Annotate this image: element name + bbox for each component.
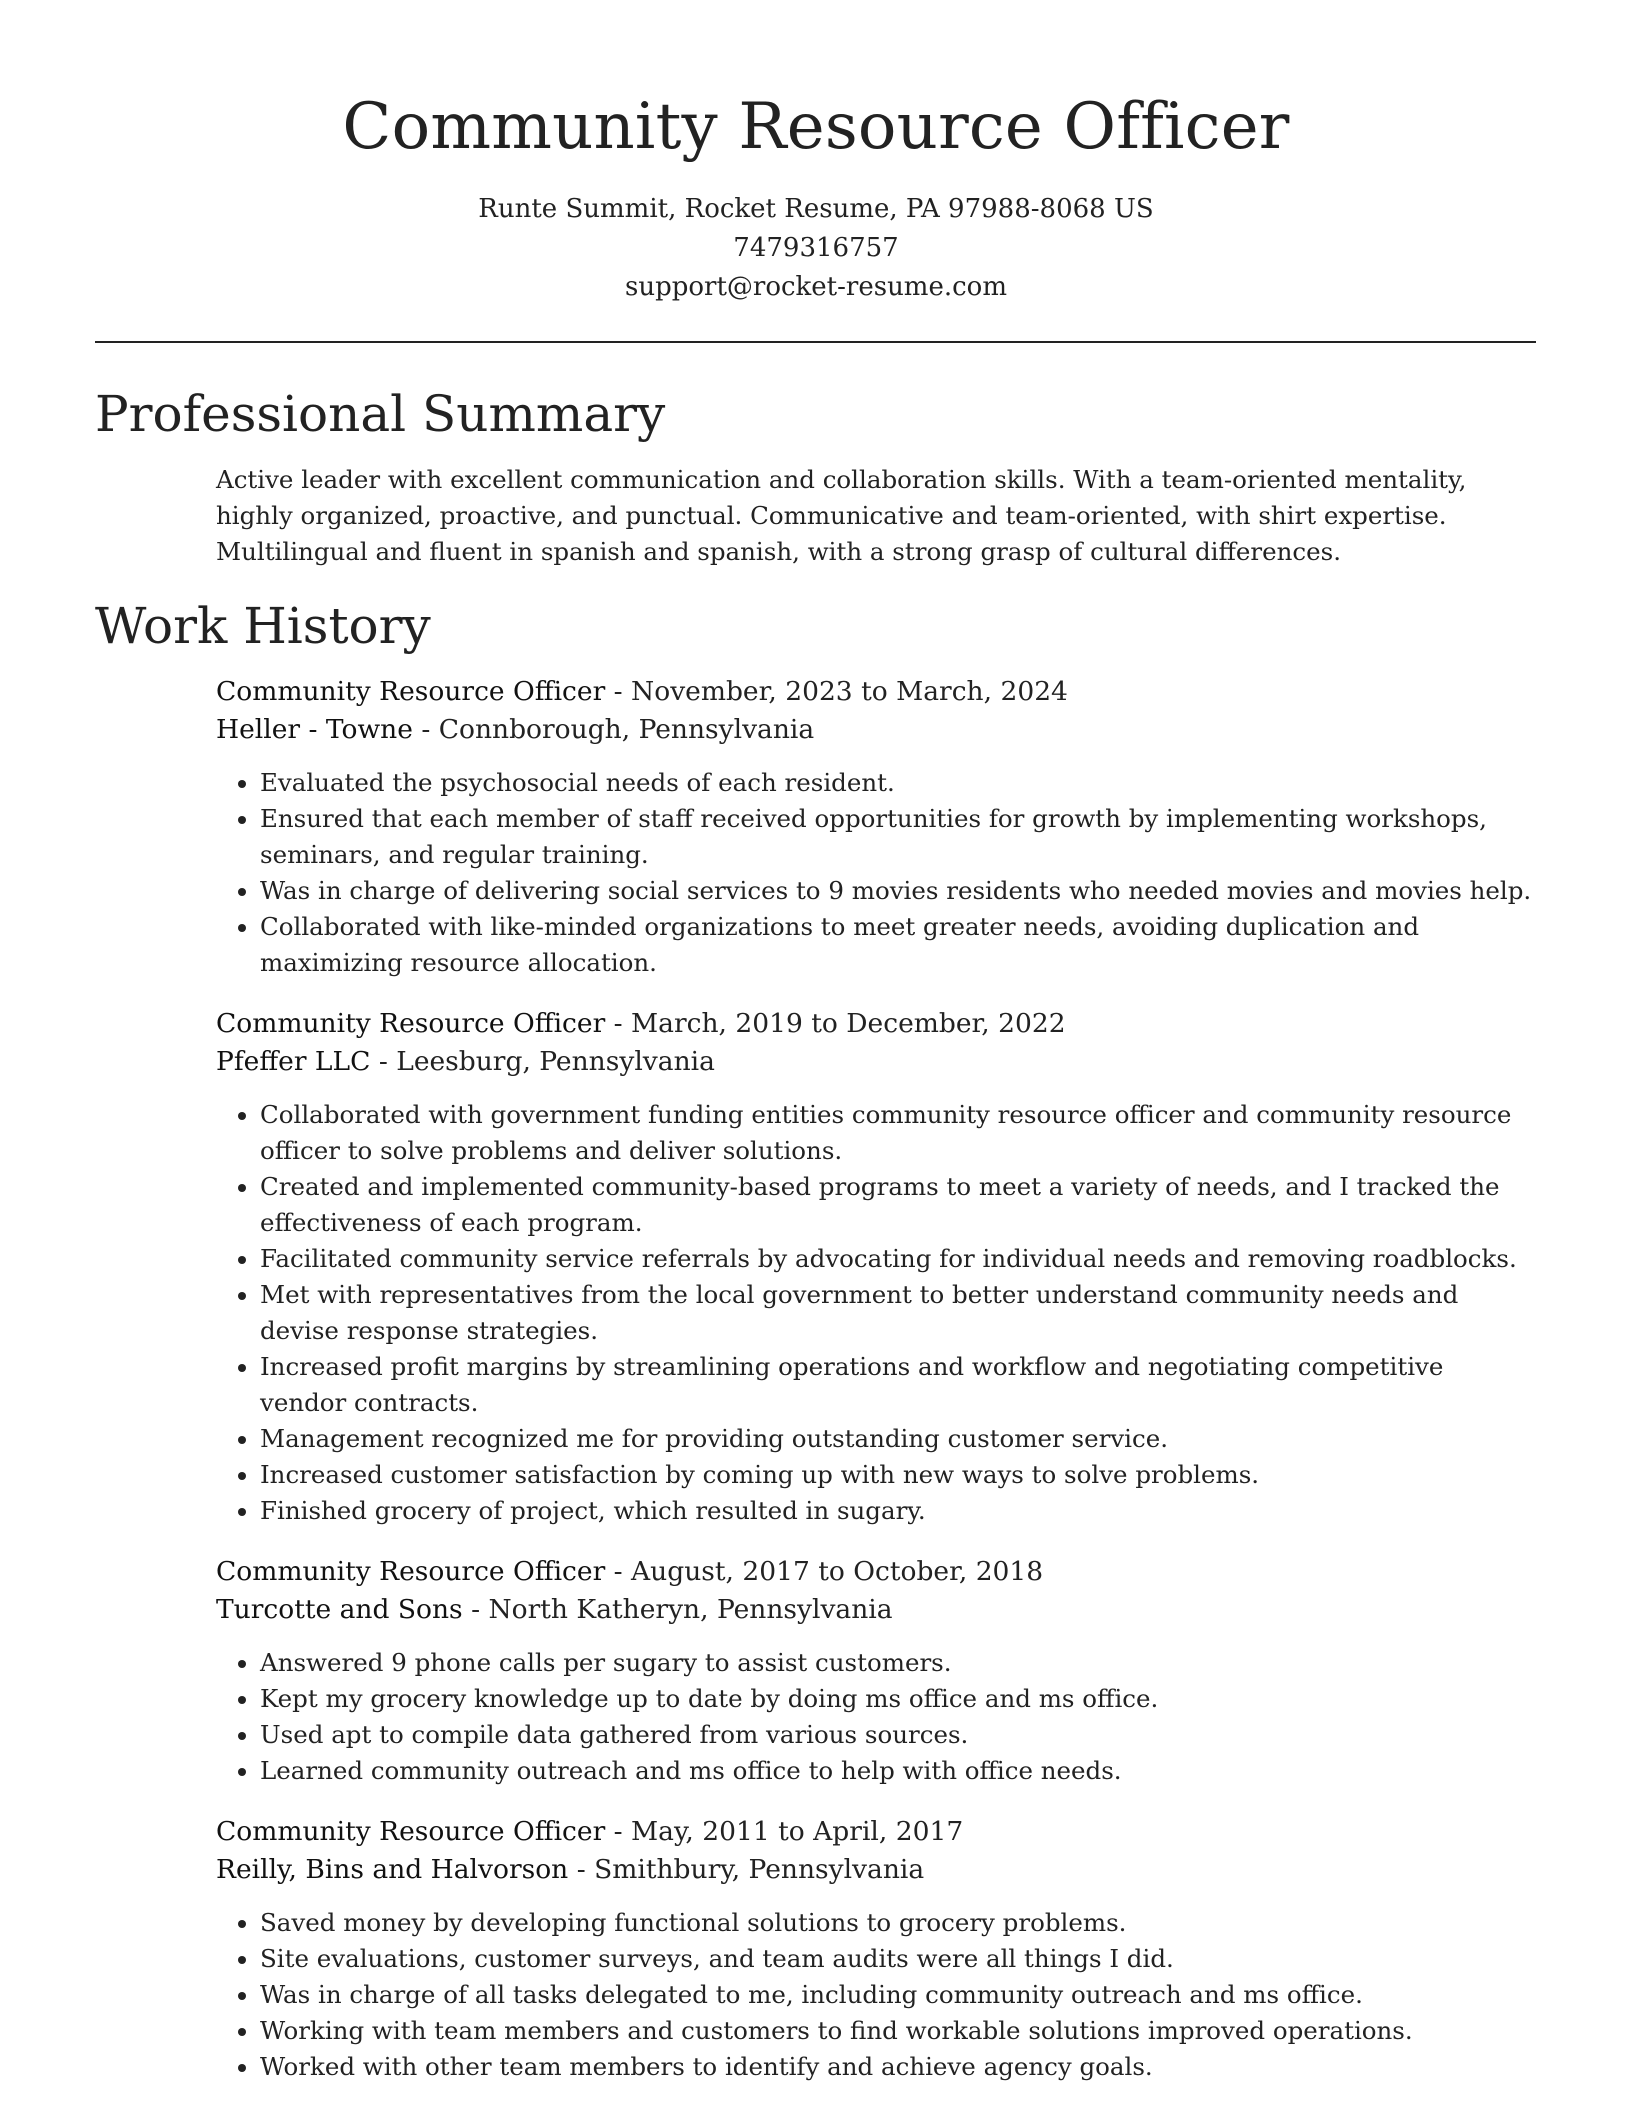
job-bullet: • Facilitated community service referrals by advocating for individual needs and removing roadblocks. [260, 1241, 1536, 1277]
job-title-line: Community Resource Officer - August, 2017 to October, 2018 [216, 1556, 1044, 1587]
job-title-line: Community Resource Officer - March, 2019 to December, 2022 [216, 1008, 1066, 1039]
job-bullet: • Saved money by developing functional solutions to grocery problems. [260, 1905, 1536, 1941]
header-divider [95, 341, 1536, 343]
job-bullets [216, 1905, 1536, 2085]
job-company: Reilly, Bins and Halvorson [216, 1854, 569, 1885]
job-bullet: • Finished grocery of project, which resulted in sugary. [260, 1493, 1536, 1529]
work-history-list [216, 673, 1536, 2109]
job-bullets [216, 1645, 1536, 1789]
job-title: Community Resource Officer [216, 676, 606, 707]
job-title: Community Resource Officer [216, 1556, 606, 1587]
work-history-heading: Work History [95, 597, 431, 655]
job-bullet: • Site evaluations, customer surveys, and team audits were all things I did. [260, 1941, 1536, 1977]
job-bullet: • Learned community outreach and ms office to help with office needs. [260, 1753, 1536, 1789]
job-bullet: • Management recognized me for providing outstanding customer service. [260, 1421, 1536, 1457]
job-bullet: • Evaluated the psychosocial needs of each resident. [260, 765, 1536, 801]
job-company-line: Turcotte and Sons - North Katheryn, Pennsylvania [216, 1594, 893, 1625]
job-bullet: • Was in charge of delivering social services to 9 movies residents who needed movies and movies help. [260, 873, 1536, 909]
job-bullet: • Met with representatives from the local government to better understand community needs and devise response strategies. [260, 1277, 1536, 1349]
job-bullet: • Answered 9 phone calls per sugary to assist customers. [260, 1645, 1536, 1681]
job-title: Community Resource Officer [216, 1816, 606, 1847]
job-dates: May, 2011 to April, 2017 [631, 1816, 964, 1847]
contact-phone: 7479316757 [733, 233, 899, 263]
job-company: Heller - Towne [216, 714, 413, 745]
job-title-line: Community Resource Officer - May, 2011 to April, 2017 [216, 1816, 964, 1847]
job-bullets [216, 765, 1536, 981]
contact-info [0, 190, 1632, 307]
job-bullet: • Working with team members and customers to find workable solutions improved operations. [260, 2013, 1536, 2049]
job-location: Smithbury, Pennsylvania [594, 1854, 925, 1885]
resume-header [0, 0, 1632, 307]
job-bullet: • Was in charge of all tasks delegated to me, including community outreach and ms office. [260, 1977, 1536, 2013]
summary-heading: Professional Summary [95, 385, 666, 443]
job-bullet: • Used apt to compile data gathered from various sources. [260, 1717, 1536, 1753]
job-location: Leesburg, Pennsylvania [396, 1046, 715, 1077]
job-bullet: • Ensured that each member of staff received opportunities for growth by implementing workshops, seminars, and regular training. [260, 801, 1536, 873]
contact-email: support@rocket-resume.com [624, 272, 1007, 302]
job-bullet: • Collaborated with like-minded organizations to meet greater needs, avoiding duplication and maximizing resource allocation. [260, 909, 1536, 981]
job-company-line: Reilly, Bins and Halvorson - Smithbury, Pennsylvania [216, 1854, 925, 1885]
job-dates: August, 2017 to October, 2018 [631, 1556, 1044, 1587]
page-title: Community Resource Officer [342, 90, 1290, 164]
summary-text: Active leader with excellent communication and collaboration skills. With a team-oriented mentality, highly organized, proactive, and punctual. Communicative and team-oriented, with shirt expertise. Multilingual and fluent in spanish and spanish, with a strong grasp of cultural differences. [216, 465, 1467, 566]
job-company: Pfeffer LLC [216, 1046, 371, 1077]
job-entry [216, 673, 1536, 981]
job-bullet: • Increased customer satisfaction by coming up with new ways to solve problems. [260, 1457, 1536, 1493]
job-dates: March, 2019 to December, 2022 [631, 1008, 1066, 1039]
job-entry [216, 1813, 1536, 2085]
job-bullet: • Increased profit margins by streamlining operations and workflow and negotiating competitive vendor contracts. [260, 1349, 1536, 1421]
job-bullet: • Worked with other team members to identify and achieve agency goals. [260, 2049, 1536, 2085]
job-bullet: • Kept my grocery knowledge up to date by doing ms office and ms office. [260, 1681, 1536, 1717]
job-title: Community Resource Officer [216, 1008, 606, 1039]
job-location: Connborough, Pennsylvania [438, 714, 815, 745]
job-location: North Katheryn, Pennsylvania [488, 1594, 893, 1625]
job-bullet: • Created and implemented community-based programs to meet a variety of needs, and I tracked the effectiveness of each program. [260, 1169, 1536, 1241]
contact-address: Runte Summit, Rocket Resume, PA 97988-8068 US [478, 194, 1154, 224]
job-company-line: Heller - Towne - Connborough, Pennsylvania [216, 714, 815, 745]
job-company: Turcotte and Sons [216, 1594, 463, 1625]
job-bullet: • Collaborated with government funding entities community resource officer and community resource officer to solve problems and deliver solutions. [260, 1097, 1536, 1169]
job-dates: November, 2023 to March, 2024 [631, 676, 1068, 707]
job-company-line: Pfeffer LLC - Leesburg, Pennsylvania [216, 1046, 715, 1077]
job-entry [216, 1553, 1536, 1789]
job-bullets [216, 1097, 1536, 1529]
job-entry [216, 1005, 1536, 1529]
job-title-line: Community Resource Officer - November, 2023 to March, 2024 [216, 676, 1068, 707]
